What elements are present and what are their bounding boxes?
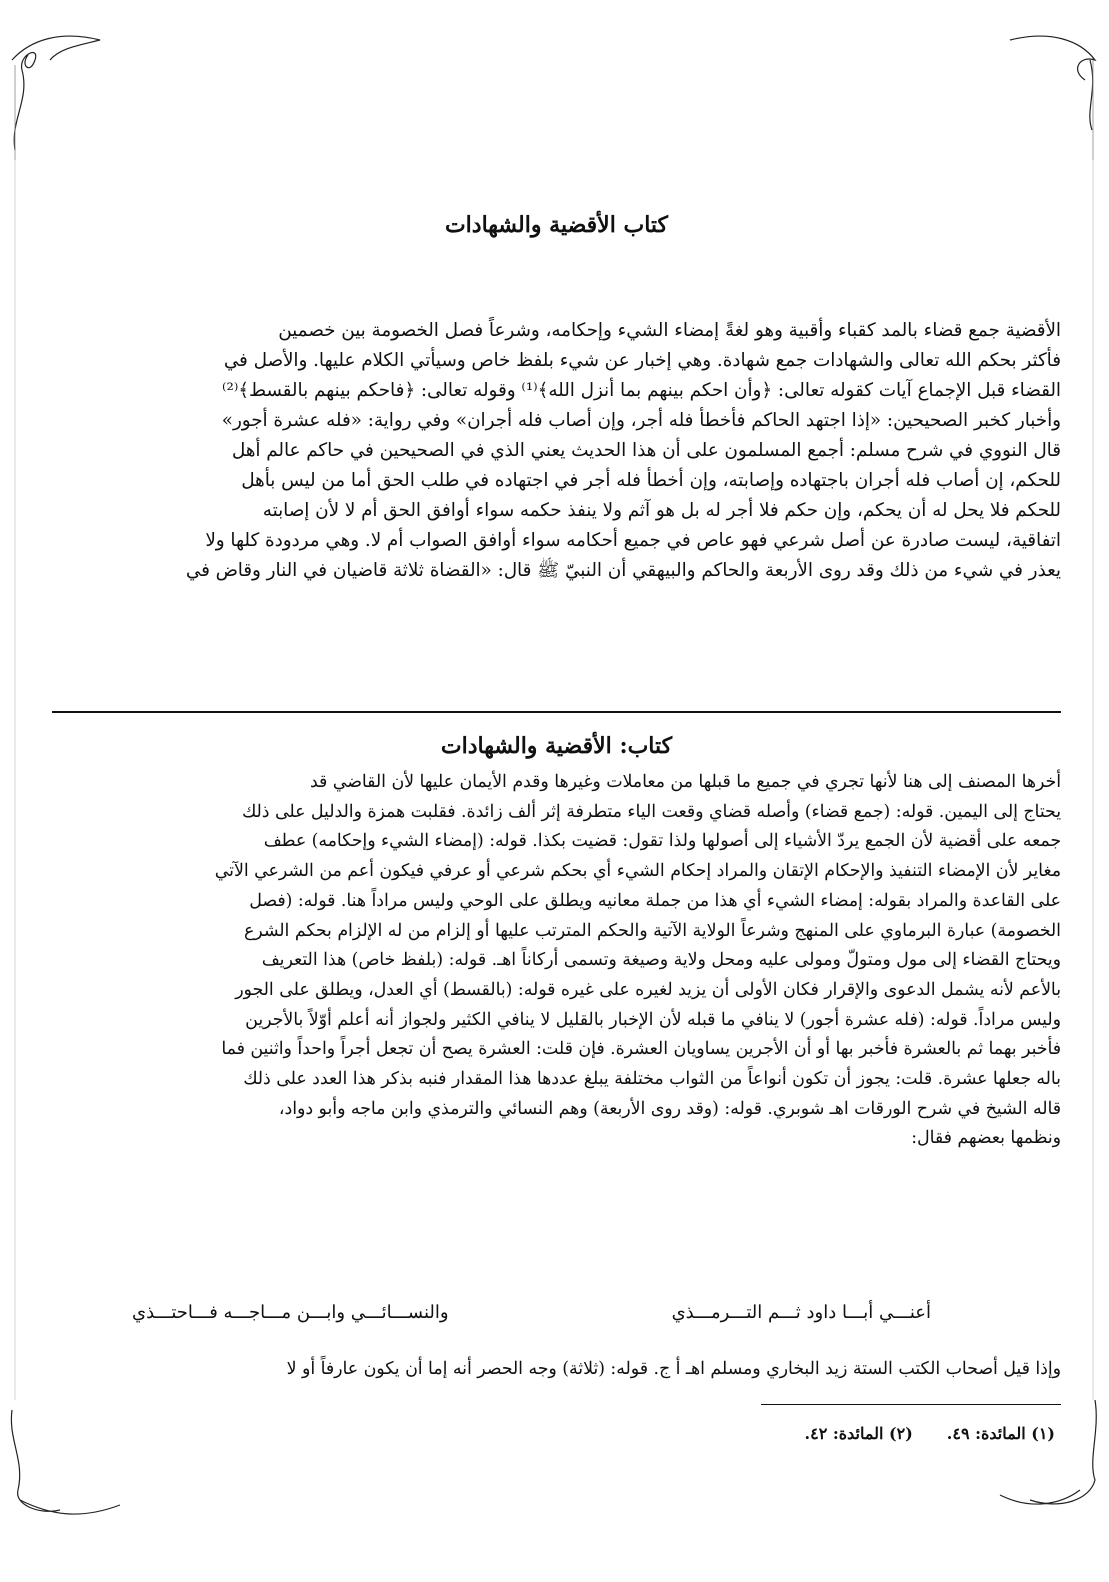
- commentary-line: ونظمها بعضهم فقال:: [911, 1128, 1061, 1149]
- matn-line: اتفاقية، ليست صادرة عن أصل شرعي فهو عاص في جميع أحكامه سواء أوافق الصواب أم لا. وهي مردودة كلها ولا: [205, 530, 1061, 551]
- commentary-line: يحتاج إلى اليمين. قوله: (جمع قضاء) وأصله قضاي وقعت الياء متطرفة إثر ألف زائدة. فقلبت همزة والدليل على ذلك: [241, 801, 1061, 822]
- footnote-1: (١) المائدة: ٤٩.: [946, 1424, 1055, 1443]
- commentary-line: مغاير لأن الإمضاء التنفيذ والإحكام الإتقان والمراد إحكام الشيء أي بحكم شرعي أو عرفي فيكون أعم من الشرعي الآتي: [214, 861, 1061, 882]
- commentary-line: بالأعم لأنه يشمل الدعوى والإقرار فكان الأولى أن يزيد لغيره على غيره قوله: (بالقسط) أي العدل، ويطلق على الجور: [235, 979, 1061, 1000]
- matn-line: القضاء قبل الإجماع آيات كقوله تعالى: ﴿وأن احكم بينهم بما أنزل الله﴾⁽¹⁾ وقوله تعالى: ﴿فاحكم بينهم بالقسط﴾⁽²⁾: [221, 380, 1061, 401]
- commentary-line: أخرها المصنف إلى هنا لأنها تجري في جميع ما قبلها من معاملات وغيرها وقدم الأيمان عليها لأن القاضي قد: [309, 772, 1061, 792]
- poem-verse: [132, 1298, 931, 1328]
- poem-hemistich-left: والنســـائـــي وابـــن مـــاجـــه فـــاحتـــذي: [132, 1302, 449, 1323]
- commentary-line: باله جعلها عشرة. قلت: يجوز أن تكون أنواعاً من الثواب مختلفة يبلغ عددها هذا المقدار فنبه بذكر هذا العدد على ذلك: [243, 1069, 1061, 1090]
- commentary-last-line: وإذا قيل أصحاب الكتب الستة زيد البخاري ومسلم اهـ أ ج. قوله: (ثلاثة) وجه الحصر أنه إما أن يكون عارفاً أو لا: [286, 1359, 1061, 1379]
- commentary-line: قاله الشيخ في شرح الورقات اهـ شوبري. قوله: (وقد روى الأربعة) وهم النسائي والترمذي وابن ماجه وأبو دواد،: [278, 1098, 1061, 1119]
- commentary-line: ويحتاج القضاء إلى مول ومتولّ ومولى عليه ومحل ولاية وصيغة وتسمى أركاناً اهـ. قوله: (بلفظ خاص) هذا التعريف: [261, 950, 1061, 971]
- matn-line: للحكم، إن أصاب فله أجران باجتهاده وإصابته، وإن أخطأ فله أجر في اجتهاده في طلب الحق أما من ليس بأهل: [241, 470, 1061, 491]
- commentary-line: على القاعدة والمراد بقوله: إمضاء الشيء أي هذا من جملة معانيه ويطلق على الوحي وليس مراداً هنا. قوله: (فصل: [249, 890, 1061, 911]
- footnote-divider: [761, 1404, 1061, 1405]
- section-divider: [52, 711, 1061, 713]
- main-title: كتاب الأقضية والشهادات: [444, 212, 669, 238]
- poem-hemistich-right: أعنـــي أبـــا داود ثـــم التـــرمـــذي: [671, 1302, 931, 1323]
- matn-text: [52, 316, 1061, 586]
- matn-line: يعذر في شيء من ذلك وقد روى الأربعة والحاكم والبيهقي أن النبيّ ﷺ قال: «القضاة ثلاثة قاضيان في النار وقاض في: [185, 560, 1061, 581]
- footnote-2: (٢) المائدة: ٤٢.: [804, 1424, 913, 1443]
- footnotes: [805, 1422, 1055, 1446]
- commentary-text: [52, 768, 1061, 1154]
- commentary-line: جمعه على أقضية لأن الجمع يردّ الأشياء إلى أصولها ولذا تقول: قضيت بكذا. قوله: (إمضاء الشيء وإحكامه) عطف: [263, 831, 1061, 852]
- matn-line: فأكثر بحكم الله تعالى والشهادات جمع شهادة. وهي إخبار عن شيء بلفظ خاص وسيأتي الكلام عليها. والأصل في: [223, 350, 1061, 371]
- commentary-line: وليس مراداً. قوله: (فله عشرة أجور) لا ينافي ما قبله لأن الإخبار بالقليل لا ينافي الكثير ولجواز أنه أعلم أوّلاً بالأجرين: [245, 1009, 1061, 1030]
- commentary-line: فأخبر بهما ثم بالعشرة فأخبر بها أو أن الأجرين يساويان العشرة. فإن قلت: العشرة يصح أن تجعل أجراً واحداً واثنين فما: [221, 1039, 1061, 1060]
- commentary-line: الخصومة) عبارة البرماوي على المنهج وشرعاً الولاية الآتية والحكم المترتب عليها أو إلزام من له الإلزام بحكم الشرع: [244, 920, 1061, 941]
- matn-line: للحكم فلا يحل له أن يحكم، وإن حكم فلا أجر له بل هو آثم ولا ينفذ حكمه سواء أوافق الحق أم لا لأن إصابته: [262, 500, 1061, 521]
- matn-line: الأقضية جمع قضاء بالمد كقباء وأقبية وهو لغةً إمضاء الشيء وإحكامه، وشرعاً فصل الخصومة بين خصمين: [278, 320, 1061, 341]
- commentary-title: كتاب: الأقضية والشهادات: [440, 733, 673, 759]
- matn-line: قال النووي في شرح مسلم: أجمع المسلمون على أن هذا الحديث يعني الذي في الصحيحين في حاكم عالم أهل: [231, 440, 1061, 461]
- matn-line: وأخبار كخبر الصحيحين: «إذا اجتهد الحاكم فأخطأ فله أجر، وإن أصاب فله أجران» وفي رواية: «فله عشرة أجور»: [221, 410, 1061, 431]
